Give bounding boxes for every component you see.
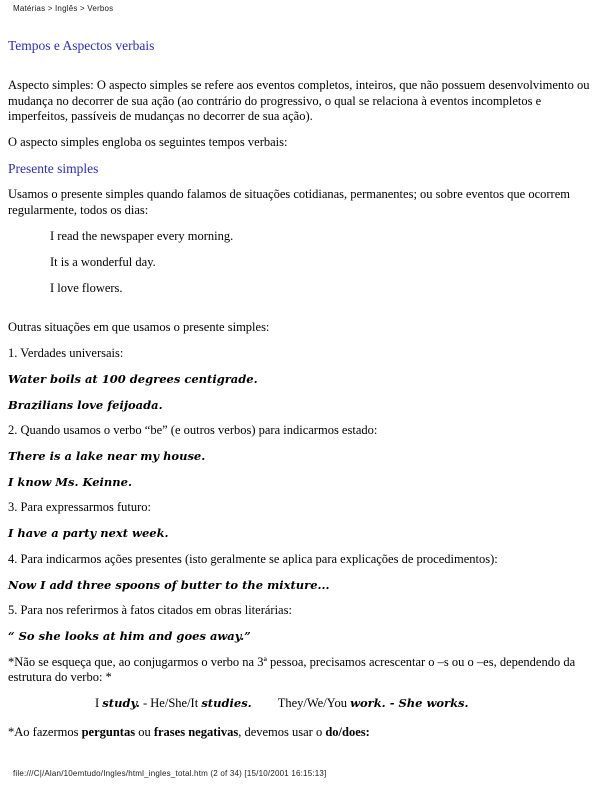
note-segment: do/does: [325,724,370,739]
situation-label-5: 5. Para nos referirmos à fatos citados em obras literárias: [8,603,292,617]
note-segment: ou [135,724,154,739]
conjugation-segment: studies. [201,696,252,710]
situation-label-3: 3. Para expressarmos futuro: [8,500,152,514]
paragraph-outras-situacoes: Outras situações em que usamos o presente simples: [8,320,270,334]
example-sentence: I read the newspaper every morning. [50,228,234,243]
paragraph-engloba: O aspecto simples engloba os seguintes tempos verbais: [8,135,288,149]
situation-example: I have a party next week. [8,526,169,540]
situation-example: “ So she looks at him and goes away.” [8,629,251,643]
situation-label-1: 1. Verdades universais: [8,346,124,360]
print-footer: file:///C|/Alan/10emtudo/Ingles/html_ingles_total.htm (2 of 34) [15/10/2001 16:15:13] [13,769,327,778]
conjugation-segment: She works. [398,696,469,710]
note-third-person: *Não se esqueça que, ao conjugarmos o verbo na 3ª pessoa, precisamos acrescentar o –s ou o –es, dependendo da estrutura do verbo: * [8,654,576,684]
note-segment: perguntas [81,724,136,739]
note-segment: frases negativas [153,724,239,739]
situation-label-4: 4. Para indicarmos ações presentes (isto geralmente se aplica para explicações de procedimentos): [8,551,498,566]
document-content [8,30,598,751]
example-sentence: I love flowers. [50,280,123,295]
conjugation-segment: They/We/You [277,696,351,710]
note-segment: , devemos usar o [238,724,326,739]
subheading-presente-simples: Presente simples [8,161,99,176]
note-segment: *Ao fazermos [8,724,82,739]
situation-example: I know Ms. Keinne. [8,474,132,489]
paragraph-usamos: Usamos o presente simples quando falamos de situações cotidianas, permanentes; ou sobre eventos que ocorrem regularmente, todos os dias: [8,187,570,217]
conjugation-segment: - [139,696,151,710]
page-title: Tempos e Aspectos verbais [8,38,155,53]
situation-example: There is a lake near my house. [8,449,206,463]
conjugation-segment: - [385,696,399,710]
conjugation-segment: study. [102,696,140,710]
example-sentence: It is a wonderful day. [50,254,156,269]
conjugation-segment: I [95,696,103,710]
situation-label-2: 2. Quando usamos o verbo “be” (e outros verbos) para indicarmos estado: [8,423,378,437]
breadcrumb[interactable]: Matérias > Inglês > Verbos [13,4,114,13]
situation-example: Now I add three spoons of butter to the mixture... [8,577,330,592]
note-do-does [8,725,598,741]
situation-example: Water boils at 100 degrees centigrade. [8,372,258,386]
conjugation-segment: He/She/It [150,696,202,710]
conjugation-segment: work. [350,696,386,710]
situation-example: Brazilians love feijoada. [8,397,163,412]
paragraph-aspecto-simples: Aspecto simples: O aspecto simples se refere aos eventos completos, inteiros, que não possuem desenvolvimento ou mudança no decorrer de sua ação (ao contrário do progressivo, o qual se relaciona à eventos incompletos e imperfeitos, passíveis de mudanças no decorrer de sua ação). [8,78,590,123]
conjugation-line [95,696,598,712]
